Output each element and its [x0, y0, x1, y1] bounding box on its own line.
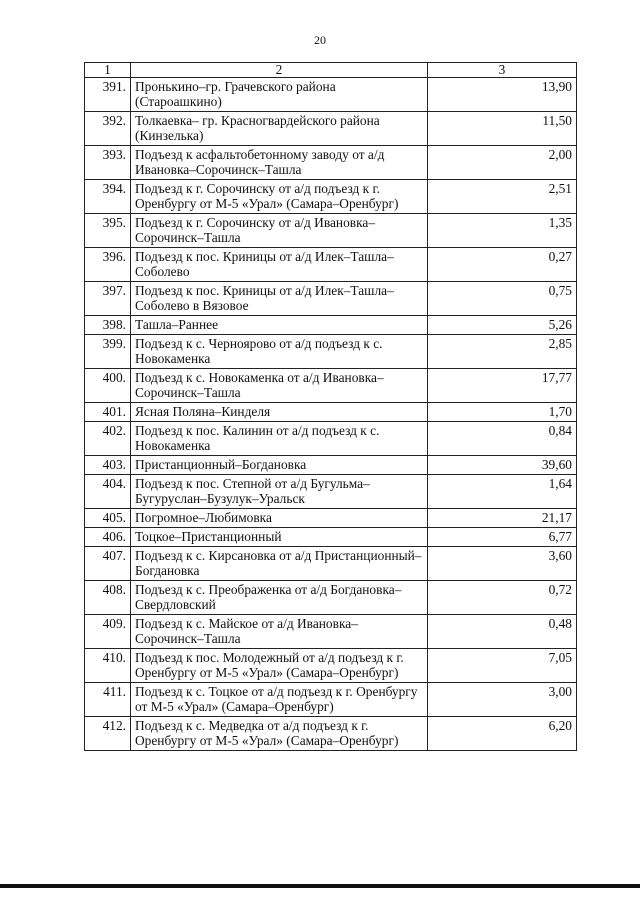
- road-length-cell: 7,05: [428, 649, 577, 683]
- row-number-cell: 406.: [85, 528, 131, 547]
- road-length-cell: 1,70: [428, 403, 577, 422]
- row-number-cell: 393.: [85, 146, 131, 180]
- table-row: [85, 509, 577, 528]
- row-number-cell: 396.: [85, 248, 131, 282]
- table-header-row: [85, 63, 577, 78]
- road-length-cell: 17,77: [428, 369, 577, 403]
- row-number-cell: 411.: [85, 683, 131, 717]
- column-header-name: 2: [131, 63, 428, 78]
- row-number-cell: 392.: [85, 112, 131, 146]
- road-length-cell: 2,00: [428, 146, 577, 180]
- road-length-cell: 6,20: [428, 717, 577, 751]
- road-length-cell: 5,26: [428, 316, 577, 335]
- row-number-cell: 405.: [85, 509, 131, 528]
- road-name-cell: Подъезд к пос. Калинин от а/д подъезд к с. Новокаменка: [131, 422, 428, 456]
- road-name-cell: Подъезд к с. Майское от а/д Ивановка–Сорочинск–Ташла: [131, 615, 428, 649]
- road-length-cell: 0,27: [428, 248, 577, 282]
- table-row: [85, 282, 577, 316]
- table-row: [85, 214, 577, 248]
- road-length-cell: 6,77: [428, 528, 577, 547]
- road-name-cell: Подъезд к пос. Криницы от а/д Илек–Ташла–Соболево в Вязовое: [131, 282, 428, 316]
- row-number-cell: 400.: [85, 369, 131, 403]
- road-name-cell: Пронькино–гр. Грачевского района (Староашкино): [131, 78, 428, 112]
- road-length-cell: 0,84: [428, 422, 577, 456]
- table-row: [85, 649, 577, 683]
- road-length-cell: 21,17: [428, 509, 577, 528]
- table-body: [85, 78, 577, 751]
- road-length-cell: 11,50: [428, 112, 577, 146]
- road-length-cell: 2,85: [428, 335, 577, 369]
- road-name-cell: Ташла–Раннее: [131, 316, 428, 335]
- row-number-cell: 391.: [85, 78, 131, 112]
- road-name-cell: Подъезд к с. Преображенка от а/д Богдановка–Свердловский: [131, 581, 428, 615]
- row-number-cell: 404.: [85, 475, 131, 509]
- road-name-cell: Подъезд к с. Черноярово от а/д подъезд к с. Новокаменка: [131, 335, 428, 369]
- row-number-cell: 402.: [85, 422, 131, 456]
- road-name-cell: Подъезд к с. Кирсановка от а/д Пристанционный–Богдановка: [131, 547, 428, 581]
- page-number: 20: [314, 33, 326, 47]
- row-number-cell: 412.: [85, 717, 131, 751]
- row-number-cell: 399.: [85, 335, 131, 369]
- table-row: [85, 547, 577, 581]
- road-name-cell: Ясная Поляна–Кинделя: [131, 403, 428, 422]
- table-row: [85, 422, 577, 456]
- road-length-cell: 0,48: [428, 615, 577, 649]
- table-row: [85, 528, 577, 547]
- table-row: [85, 248, 577, 282]
- column-header-length: 3: [428, 63, 577, 78]
- road-length-cell: 1,35: [428, 214, 577, 248]
- road-name-cell: Подъезд к г. Сорочинску от а/д Ивановка–Сорочинск–Ташла: [131, 214, 428, 248]
- row-number-cell: 408.: [85, 581, 131, 615]
- road-name-cell: Подъезд к с. Новокаменка от а/д Ивановка–Сорочинск–Ташла: [131, 369, 428, 403]
- road-name-cell: Погромное–Любимовка: [131, 509, 428, 528]
- table-row: [85, 146, 577, 180]
- table-row: [85, 316, 577, 335]
- road-name-cell: Подъезд к асфальтобетонному заводу от а/д Ивановка–Сорочинск–Ташла: [131, 146, 428, 180]
- table-row: [85, 78, 577, 112]
- table-row: [85, 615, 577, 649]
- table-row: [85, 369, 577, 403]
- column-header-number: 1: [85, 63, 131, 78]
- row-number-cell: 401.: [85, 403, 131, 422]
- road-name-cell: Тоцкое–Пристанционный: [131, 528, 428, 547]
- road-length-cell: 3,60: [428, 547, 577, 581]
- table-row: [85, 403, 577, 422]
- road-length-cell: 0,72: [428, 581, 577, 615]
- road-name-cell: Пристанционный–Богдановка: [131, 456, 428, 475]
- row-number-cell: 403.: [85, 456, 131, 475]
- table-row: [85, 717, 577, 751]
- road-length-cell: 3,00: [428, 683, 577, 717]
- table-row: [85, 475, 577, 509]
- table-row: [85, 112, 577, 146]
- road-name-cell: Подъезд к с. Медведка от а/д подъезд к г. Оренбургу от М-5 «Урал» (Самара–Оренбург): [131, 717, 428, 751]
- roads-table: [84, 62, 577, 751]
- row-number-cell: 395.: [85, 214, 131, 248]
- table-row: [85, 581, 577, 615]
- row-number-cell: 410.: [85, 649, 131, 683]
- row-number-cell: 409.: [85, 615, 131, 649]
- road-length-cell: 1,64: [428, 475, 577, 509]
- road-length-cell: 2,51: [428, 180, 577, 214]
- table-row: [85, 335, 577, 369]
- road-name-cell: Подъезд к пос. Криницы от а/д Илек–Ташла–Соболево: [131, 248, 428, 282]
- table-row: [85, 683, 577, 717]
- road-length-cell: 39,60: [428, 456, 577, 475]
- road-name-cell: Подъезд к г. Сорочинску от а/д подъезд к г. Оренбургу от М-5 «Урал» (Самара–Оренбург): [131, 180, 428, 214]
- road-length-cell: 13,90: [428, 78, 577, 112]
- table-row: [85, 456, 577, 475]
- road-length-cell: 0,75: [428, 282, 577, 316]
- road-name-cell: Толкаевка– гр. Красногвардейского района (Кинзелька): [131, 112, 428, 146]
- row-number-cell: 394.: [85, 180, 131, 214]
- road-name-cell: Подъезд к с. Тоцкое от а/д подъезд к г. Оренбургу от М-5 «Урал» (Самара–Оренбург): [131, 683, 428, 717]
- road-name-cell: Подъезд к пос. Степной от а/д Бугульма–Бугуруслан–Бузулук–Уральск: [131, 475, 428, 509]
- row-number-cell: 397.: [85, 282, 131, 316]
- bottom-rule: [0, 884, 640, 888]
- road-name-cell: Подъезд к пос. Молодежный от а/д подъезд к г. Оренбургу от М-5 «Урал» (Самара–Оренбург): [131, 649, 428, 683]
- row-number-cell: 398.: [85, 316, 131, 335]
- table-row: [85, 180, 577, 214]
- row-number-cell: 407.: [85, 547, 131, 581]
